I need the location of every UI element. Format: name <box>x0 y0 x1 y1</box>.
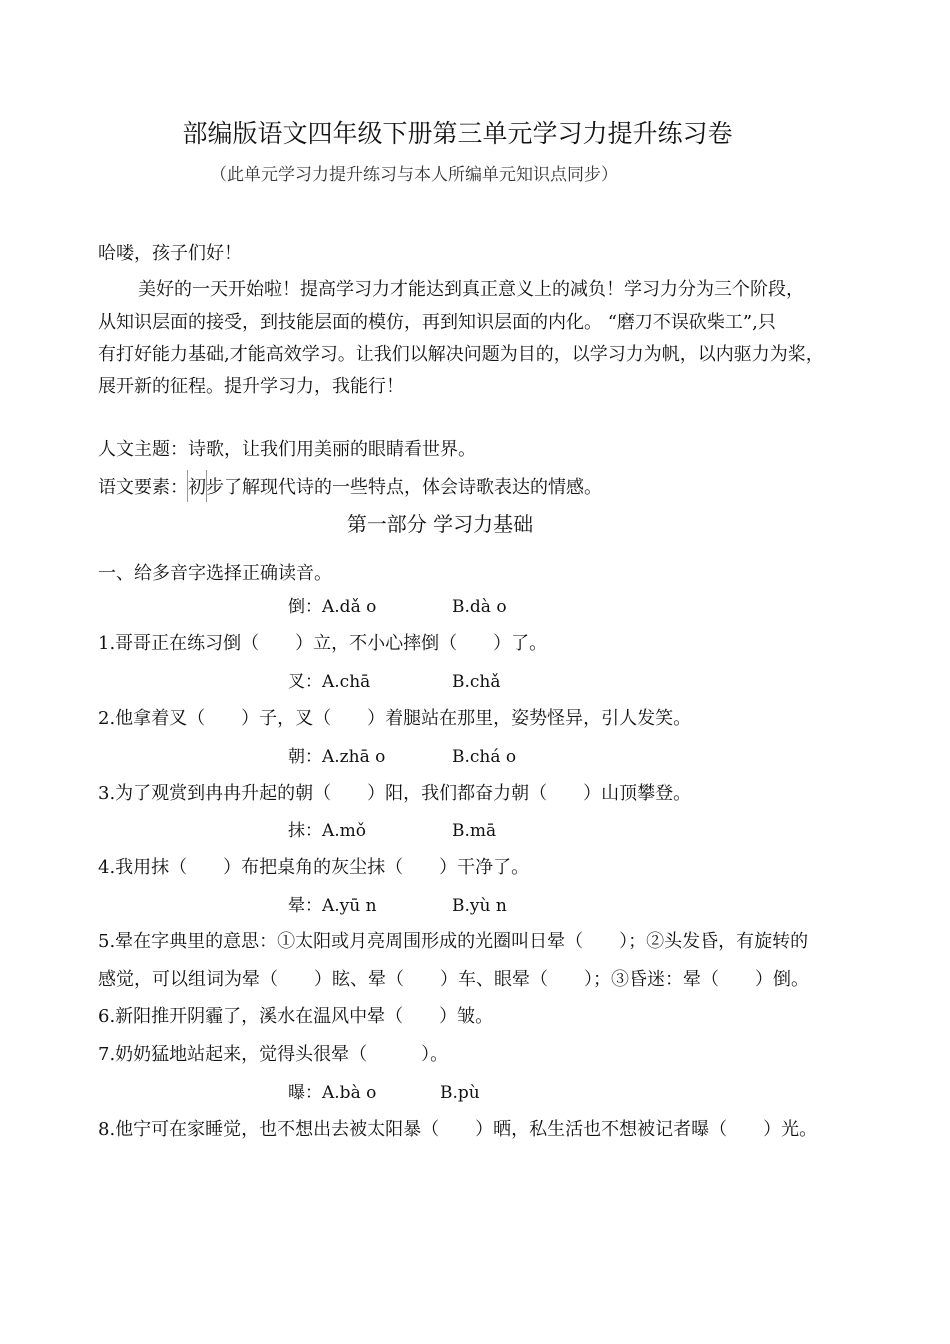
option-b: B.pù <box>440 1083 480 1103</box>
intro-line-1: 美好的一天开始啦！提高学习力才能达到真正意义上的减负！学习力分为三个阶段， <box>138 279 804 300</box>
option-a: 叉：A.chā <box>288 672 371 692</box>
options-row-4 <box>288 819 497 843</box>
option-a: 晕：A.yū n <box>288 896 377 916</box>
worksheet-subtitle: （此单元学习力提升练习与本人所编单元知识点同步） <box>210 165 618 185</box>
humanities-theme: 人文主题：诗歌，让我们用美丽的眼睛看世界。 <box>98 439 476 460</box>
options-row-5 <box>288 894 507 918</box>
question-item-7: 7.奶奶猛地站起来，觉得头很晕（ ）。 <box>98 1044 449 1065</box>
option-a: 倒：A.dǎ o <box>288 597 377 617</box>
question-item-1: 1.哥哥正在练习倒（ ）立，不小心摔倒（ ）了。 <box>98 633 548 654</box>
question-one-title: 一、给多音字选择正确读音。 <box>98 563 332 584</box>
part-one-heading: 第一部分 学习力基础 <box>346 512 534 536</box>
language-elements-prefix: 语文要素： <box>98 477 188 498</box>
question-item-2: 2.他拿着叉（ ）子，叉（ ）着腿站在那里，姿势怪异，引人发笑。 <box>98 708 692 729</box>
option-a: 抹：A.mǒ <box>288 821 367 841</box>
language-elements-text: 步了解现代诗的一些特点，体会诗歌表达的情感。 <box>206 477 602 498</box>
option-b: B.yù n <box>452 896 507 916</box>
greeting: 哈喽，孩子们好！ <box>98 243 242 264</box>
worksheet-title: 部编版语文四年级下册第三单元学习力提升练习卷 <box>182 119 733 148</box>
options-row-2 <box>288 670 501 694</box>
option-a: 朝：A.zhā o <box>288 747 386 767</box>
option-b: B.chǎ <box>452 672 501 692</box>
options-row-1 <box>288 595 507 619</box>
option-b: B.dà o <box>452 597 507 617</box>
options-row-8 <box>288 1081 480 1105</box>
question-item-8: 8.他宁可在家睡觉，也不想出去被太阳暴（ ）晒，私生活也不想被记者曝（ ）光。 <box>98 1119 818 1140</box>
intro-line-3: 有打好能力基础,才能高效学习。让我们以解决问题为目的，以学习力为帆，以内驱力为桨， <box>98 344 824 365</box>
question-item-6: 6.新阳推开阴霾了，溪水在温风中晕（ ）皱。 <box>98 1006 494 1027</box>
text-cursor-marker: 初 <box>188 477 206 498</box>
option-b: B.chá o <box>452 747 517 767</box>
options-row-3 <box>288 745 517 769</box>
intro-line-4: 展开新的征程。提升学习力，我能行！ <box>98 376 404 397</box>
option-b: B.mā <box>452 821 497 841</box>
question-item-5: 5.晕在字典里的意思：①太阳或月亮周围形成的光圈叫日晕（ ）；②头发昏，有旋转的 <box>98 931 809 952</box>
language-elements <box>98 476 602 500</box>
question-item-4: 4.我用抹（ ）布把桌角的灰尘抹（ ）干净了。 <box>98 857 530 878</box>
question-item-3: 3.为了观赏到冉冉升起的朝（ ）阳，我们都奋力朝（ ）山顶攀登。 <box>98 783 692 804</box>
intro-line-2: 从知识层面的接受，到技能层面的模仿，再到知识层面的内化。 “磨刀不误砍柴工”,只 <box>98 312 776 333</box>
option-a: 曝：A.bà o <box>288 1083 377 1103</box>
question-item-5-continued: 感觉，可以组词为晕（ ）眩、晕（ ）车、眼晕（ ）；③昏迷：晕（ ）倒。 <box>98 969 809 990</box>
